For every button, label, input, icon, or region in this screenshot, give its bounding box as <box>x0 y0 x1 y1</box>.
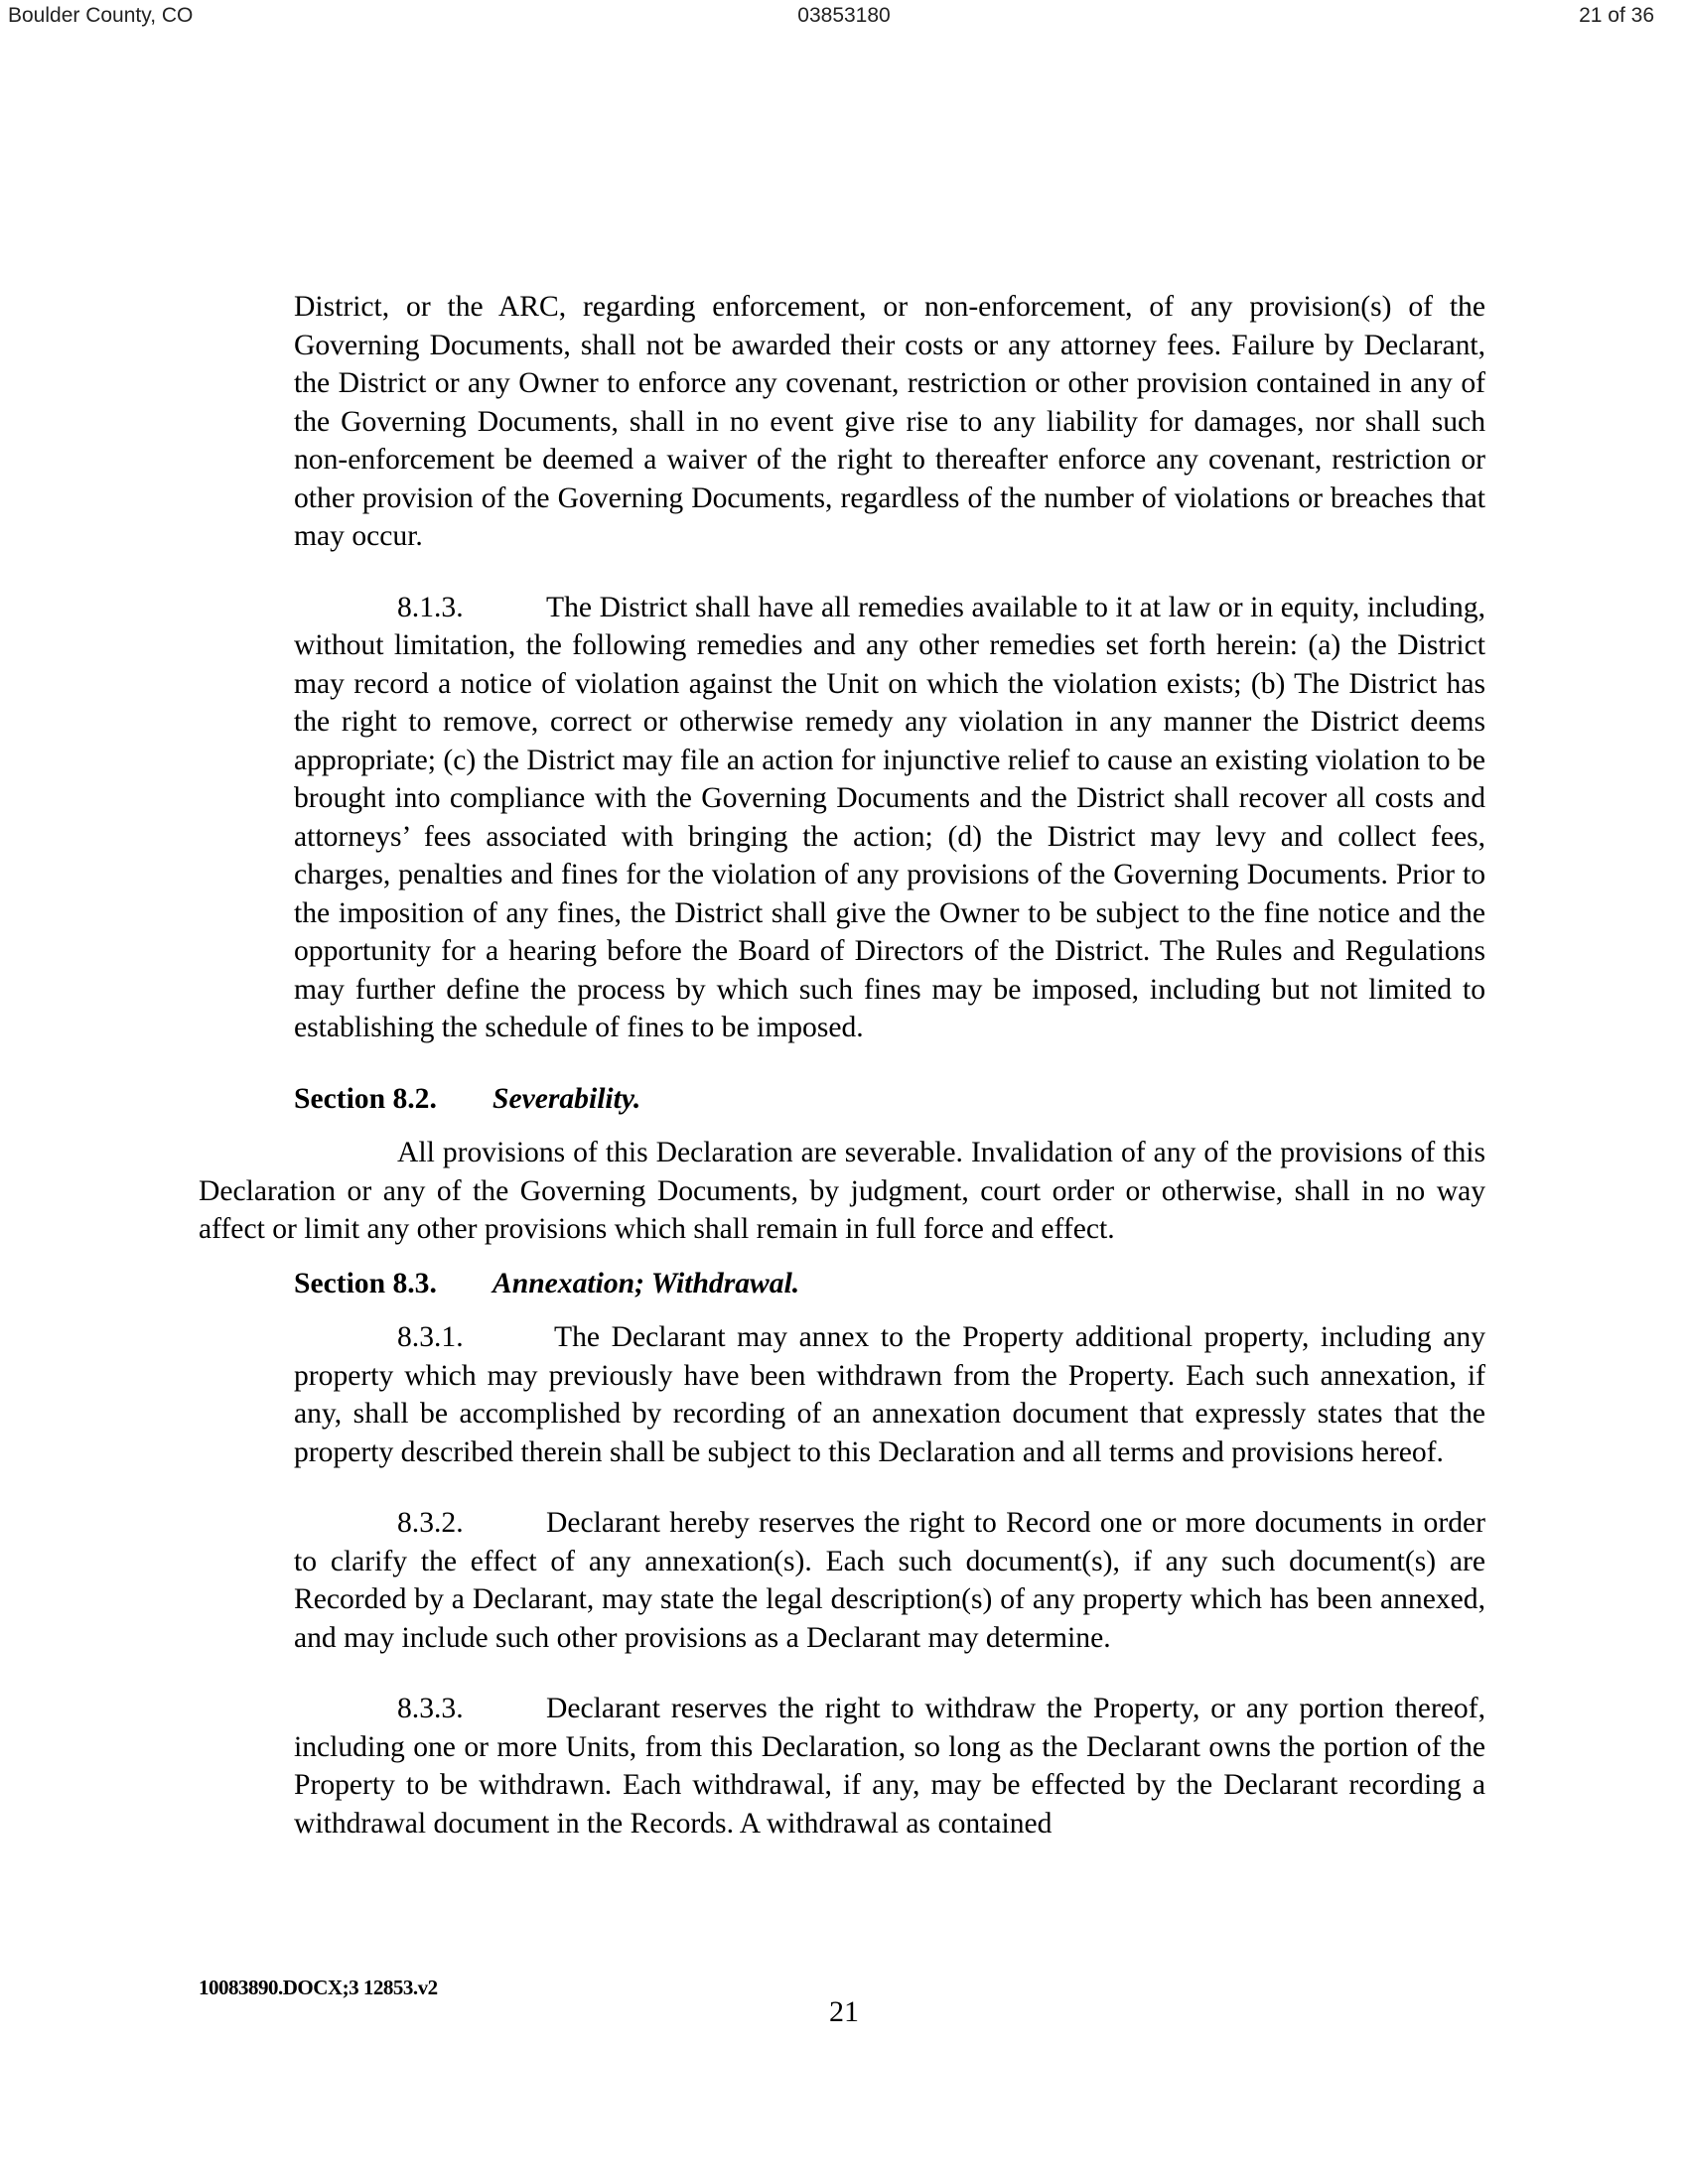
section-8-3-heading <box>294 1265 1485 1303</box>
page-of-count: 21 of 36 <box>1579 4 1654 27</box>
paragraph-8-3-1 <box>294 1318 1485 1471</box>
county-stamp: Boulder County, CO <box>8 4 194 27</box>
paragraph-text: Declarant hereby reserves the right to Record one or more documents in order to clarify the effect of any annexation(s). Each such document(s), if any such document(s) are Recorded by a Declarant, may state the legal description(s) of any property which has been annexed, and may include such other provisions as a Declarant may determine. <box>294 1507 1485 1654</box>
section-label: Section 8.3. <box>294 1267 437 1299</box>
paragraph-text: The Declarant may annex to the Property additional property, including any property which may previously have been withdrawn from the Property. Each such annexation, if any, shall be accomplished by recording of an annexation document that expressly states that the property described therein shall be subject to this Declaration and all terms and provisions hereof. <box>294 1321 1485 1468</box>
paragraph-text: Declarant reserves the right to withdraw the Property, or any portion thereof, including one or more Units, from this Declaration, so long as the Declarant owns the portion of the Property to be withdrawn. Each withdrawal, if any, may be effected by the Declarant recording a withdrawal document in the Records. A withdrawal as contained <box>294 1693 1485 1840</box>
section-8-2-heading <box>294 1080 1485 1119</box>
paragraph-8-1-3 <box>294 589 1485 1047</box>
document-body <box>199 288 1485 1843</box>
paragraph-8-2: All provisions of this Declaration are severable. Invalidation of any of the provisions of this Declaration or any of the Governing Documents, by judgment, court order or otherwise, shall in no way affect or limit any other provisions which shall remain in full force and effect. <box>199 1137 1485 1245</box>
section-title: Severability. <box>492 1082 641 1115</box>
section-number: 8.3.2. <box>397 1507 464 1539</box>
section-number: 8.3.3. <box>397 1693 464 1724</box>
document-id: 10083890.DOCX;3 12853.v2 <box>199 1976 438 1999</box>
section-number: 8.1.3. <box>397 591 464 623</box>
reception-number: 03853180 <box>797 4 891 27</box>
paragraph-8-3-3 <box>294 1690 1485 1843</box>
section-number: 8.3.1. <box>397 1321 464 1353</box>
section-title: Annexation; Withdrawal. <box>492 1267 800 1299</box>
paragraph-text: The District shall have all remedies available to it at law or in equity, including, without limitation, the following remedies and any other remedies set forth herein: (a) the District may record a notice of violation against the Unit on which the violation exists; (b) The District has the right to remove, correct or otherwise remedy any violation in any manner the District deems appropriate; (c) the District may file an action for injunctive relief to cause an existing violation to be brought into compliance with the Governing Documents and the District shall recover all costs and attorneys’ fees associated with bringing the action; (d) the District may levy and collect fees, charges, penalties and fines for the violation of any provisions of the Governing Documents. Prior to the imposition of any fines, the District shall give the Owner to be subject to the fine notice and the opportunity for a hearing before the Board of Directors of the District. The Rules and Regulations may further define the process by which such fines may be imposed, including but not limited to establishing the schedule of fines to be imposed. <box>294 591 1485 1043</box>
paragraph-8-3-2 <box>294 1504 1485 1657</box>
section-label: Section 8.2. <box>294 1082 437 1115</box>
page-number: 21 <box>829 1995 859 2028</box>
paragraph-8-1-2-continued: District, or the ARC, regarding enforcement, or non-enforcement, of any provision(s) of the Governing Documents, shall not be awarded their costs or any attorney fees. Failure by Declarant, the District or any Owner to enforce any covenant, restriction or other provision contained in any of the Governing Documents, shall in no event give rise to any liability for damages, nor shall such non-enforcement be deemed a waiver of the right to thereafter enforce any covenant, restriction or other provision of the Governing Documents, regardless of the number of violations or breaches that may occur. <box>294 291 1485 552</box>
